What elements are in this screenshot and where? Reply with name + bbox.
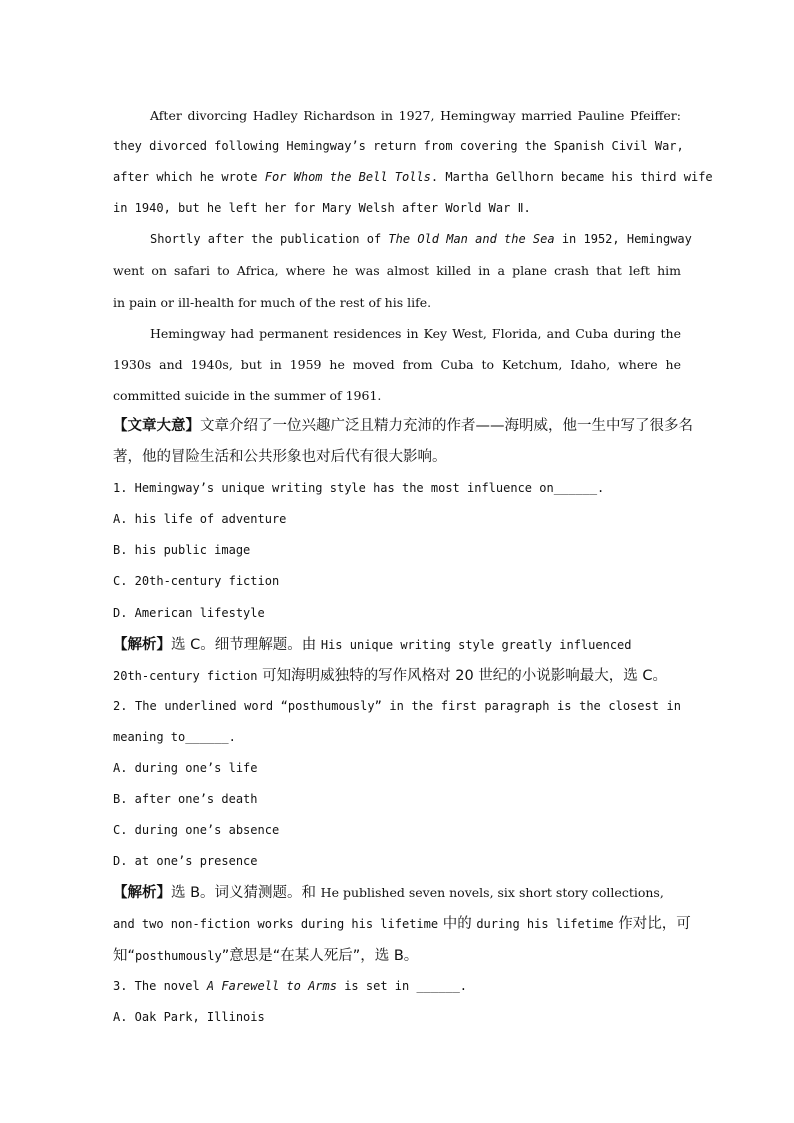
analysis-line <box>113 877 681 908</box>
passage-line <box>113 380 681 411</box>
page-content <box>113 100 713 1033</box>
text-run: 知“ <box>113 947 136 964</box>
text-run: A. his life of adventure <box>113 512 287 527</box>
text-run: . Martha Gellhorn became his third wife <box>430 170 713 185</box>
text-run: After divorcing Hadley Richardson in 1927, Hemingway married Pauline Pfeiffer: <box>150 108 681 123</box>
text-run: D. at one’s presence <box>113 854 258 869</box>
text-run: B. after one’s death <box>113 792 258 807</box>
text-run: C. during one’s absence <box>113 823 280 838</box>
question-stem <box>113 691 681 722</box>
text-run: Hemingway had permanent residences in Key West, Florida, and Cuba during the <box>150 325 681 341</box>
book-title: The Old Man and the Sea <box>388 232 555 247</box>
text-run: 选 C。细节理解题。由 <box>171 636 321 653</box>
option-c <box>113 566 681 597</box>
text-run: 20th-century fiction <box>113 668 258 683</box>
option-b <box>113 535 681 566</box>
text-run: 1930s and 1940s, but in 1959 he moved from Cuba to Ketchum, Idaho, where he <box>113 356 681 372</box>
text-run: 3. The novel <box>113 978 207 993</box>
text-run: went on safari to Africa, where he was almost killed in a plane crash that left him <box>113 263 681 279</box>
text-run: in 1940, but he left her for Mary Welsh after World War Ⅱ. <box>113 201 531 216</box>
text-run: 著，他的冒险生活和公共形象也对后代有很大影响。 <box>113 449 447 466</box>
option-a <box>113 753 681 784</box>
passage-line <box>113 349 681 380</box>
text-run: C. 20th-century fiction <box>113 574 280 589</box>
text-run: 选 B。词义猜测题。和 <box>171 885 321 902</box>
passage-line <box>113 131 684 162</box>
text-run: His unique writing style greatly influenced <box>320 637 632 652</box>
book-title: A Farewell to Arms <box>206 978 337 993</box>
analysis-line <box>113 629 681 660</box>
text-run: 2. The underlined word “posthumously” in the first paragraph is the closest in <box>113 698 681 713</box>
text-run: 中的 <box>438 916 477 933</box>
text-run: D. American lifestyle <box>113 605 265 620</box>
text-run: B. his public image <box>113 543 251 558</box>
option-c <box>113 815 681 846</box>
text-run: He published seven novels, six short story collections, <box>320 885 664 901</box>
option-d <box>113 598 681 629</box>
analysis-line <box>113 940 681 971</box>
option-a <box>113 504 681 535</box>
text-run: they divorced following Hemingway’s return from covering the Spanish Civil War, <box>113 139 684 154</box>
text-run: A. during one’s life <box>113 760 258 775</box>
text-run: 作对比，可 <box>613 916 691 933</box>
passage-line <box>113 193 681 224</box>
text-run: 可知海明威独特的写作风格对 20 世纪的小说影响最大，选 C。 <box>257 667 668 684</box>
text-run: meaning to______. <box>113 729 236 744</box>
text-run: 文章介绍了一位兴趣广泛且精力充沛的作者——海明威，他一生中写了很多名 <box>200 417 693 434</box>
question-stem <box>113 971 681 1002</box>
text-run: during his lifetime <box>476 917 614 932</box>
text-run: 1. Hemingway’s unique writing style has the most influence on______. <box>113 481 605 496</box>
question-stem <box>113 473 681 504</box>
option-a <box>113 1002 681 1033</box>
text-run: and two non-fiction works during his lifetime <box>113 917 439 932</box>
summary-line <box>113 411 693 442</box>
passage-line <box>113 100 681 131</box>
option-d <box>113 846 681 877</box>
passage-line <box>113 287 681 318</box>
text-run: committed suicide in the summer of 1961. <box>113 387 382 403</box>
summary-line <box>113 442 681 473</box>
passage-line <box>113 318 681 349</box>
book-title: For Whom the Bell Tolls <box>264 170 431 185</box>
text-run: after which he wrote <box>113 170 265 185</box>
passage-line <box>113 255 681 286</box>
passage-line <box>113 224 692 255</box>
question-stem <box>113 722 681 753</box>
analysis-line <box>113 660 681 691</box>
text-run: in pain or ill-health for much of the rest of his life. <box>113 294 432 310</box>
text-run: ”意思是“在某人死后”，选 B。 <box>221 947 419 964</box>
summary-tag: 【文章大意】 <box>113 417 200 434</box>
text-run: Shortly after the publication of <box>150 232 389 247</box>
text-run: is set in ______. <box>336 978 468 993</box>
option-b <box>113 784 681 815</box>
analysis-line <box>113 908 691 939</box>
analysis-tag: 【解析】 <box>113 885 171 902</box>
analysis-tag: 【解析】 <box>113 636 171 653</box>
passage-line <box>113 162 713 193</box>
text-run: posthumously <box>135 948 222 963</box>
text-run: A. Oak Park, Illinois <box>113 1009 265 1024</box>
text-run: in 1952, Hemingway <box>554 232 692 247</box>
